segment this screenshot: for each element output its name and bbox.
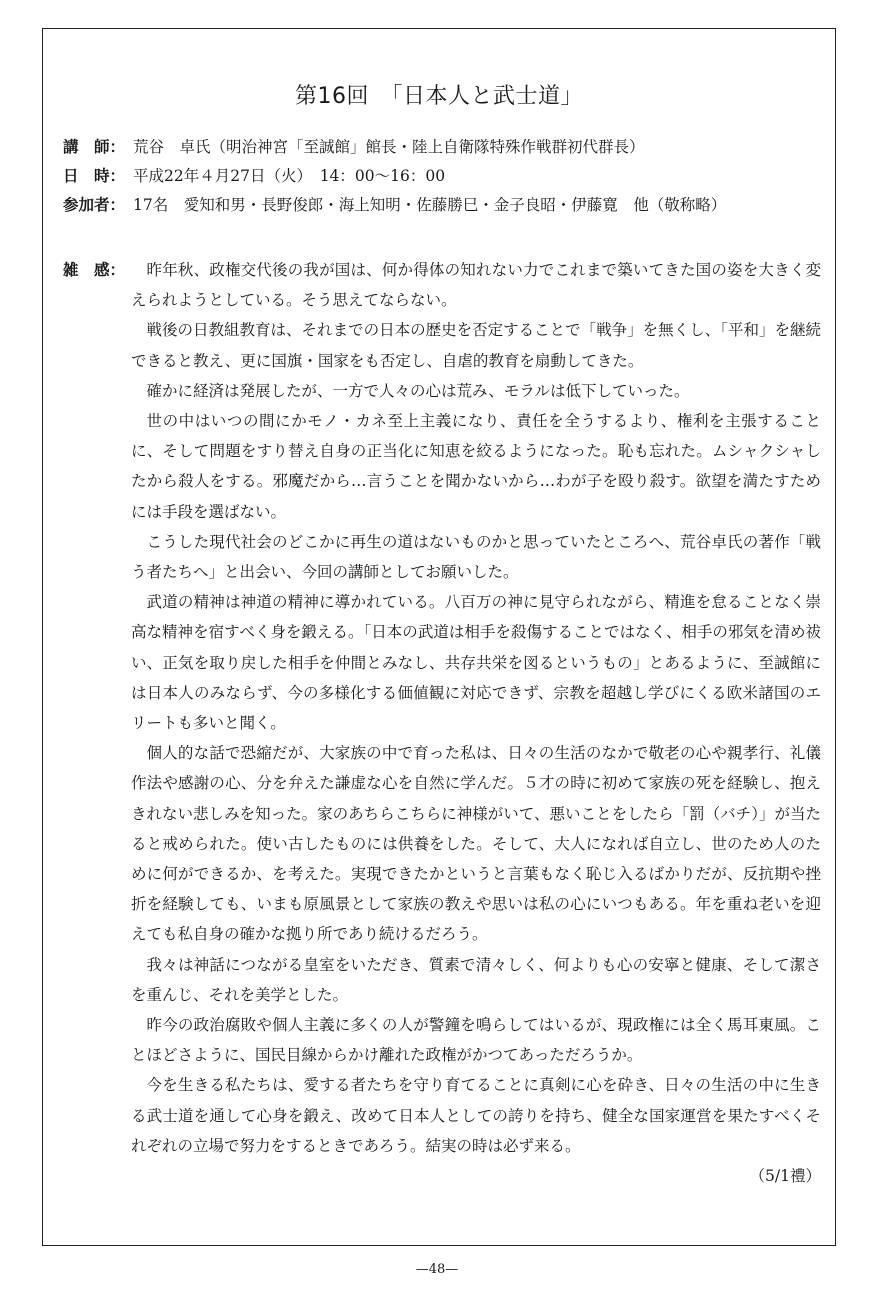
paragraph: 我々は神話につながる皇室をいただき、質素で清々しく、何よりも心の安寧と健康、そして潔さを重んじ、それを美学とした。 <box>131 955 821 1004</box>
lecturer-row <box>63 133 823 162</box>
paragraph: 昨年秋、政権交代後の我が国は、何か得体の知れない力でこれまで築いてきた国の姿を大きく変えられようとしている。そう思えてならない。 <box>131 261 821 310</box>
impressions-label: 雑 感： <box>63 261 126 279</box>
datetime-value: 平成22年４月27日（火） 14：00〜16：00 <box>133 167 446 185</box>
participants-value: 17名 愛知和男・長野俊郎・海上知明・佐藤勝巳・金子良昭・伊藤寛 他（敬称略） <box>133 196 727 214</box>
datetime-row <box>63 162 823 191</box>
paragraph: 今を生きる私たちは、愛する者たちを守り育てることに真剣に心を砕き、日々の生活の中に生きる武士道を通して心身を鍛え、改めて日本人としての誇りを持ち、健全な国家運営を果たすべくそれぞれの立場で努力をするときであろう。結実の時は必ず来る。 <box>131 1076 821 1155</box>
document-frame <box>42 28 836 1246</box>
paragraph: 昨今の政治腐敗や個人主義に多くの人が警鐘を鳴らしてはいるが、現政権には全く馬耳東風。ことほどさように、国民目線からかけ離れた政権がかつてあっただろうか。 <box>131 1016 821 1065</box>
signature: （5/1禮） <box>749 1167 821 1186</box>
page-number: —48— <box>415 1262 459 1277</box>
paragraph: 個人的な話で恐縮だが、大家族の中で育った私は、日々の生活のなかで敬老の心や親孝行、礼儀作法や感謝の心、分を弁えた謙虚な心を自然に学んだ。５才の時に初めて家族の死を経験し、抱えきれない悲しみを知った。家のあちらこちらに神様がいて、悪いことをしたら「罰（バチ）」が当たると戒められた。使い古したものには供養をした。そして、大人になれば自立し、世のため人のために何ができるか、を考えた。実現できたかというと言葉もなく恥じ入るばかりだが、反抗期や挫折を経験しても、いまも原風景として家族の教えや思いは私の心にいつもある。年を重ね老いを迎えても私自身の確かな拠り所であり続けるだろう。 <box>131 744 821 944</box>
page-title: 第16回 「日本人と武士道」 <box>295 84 583 109</box>
participants-label: 参加者： <box>63 196 126 214</box>
impressions-text <box>131 255 821 1191</box>
datetime-label: 日 時： <box>63 167 126 185</box>
lecturer-label: 講 師： <box>63 138 126 156</box>
paragraph: 世の中はいつの間にかモノ・カネ至上主義になり、責任を全うするより、権利を主張することに、そして問題をすり替え自身の正当化に知恵を絞るようになった。恥も忘れた。ムシャクシャしたから殺人をする。邪魔だから…言うことを聞かないから…わが子を殴り殺す。欲望を満たすためには手段を選ばない。 <box>131 412 821 521</box>
paragraph: こうした現代社会のどこかに再生の道はないものかと思っていたところへ、荒谷卓氏の著作「戦う者たちへ」と出会い、今回の講師としてお願いした。 <box>131 532 821 582</box>
paragraph: 戦後の日教組教育は、それまでの日本の歴史を否定することで「戦争」を無くし、「平和」を継続できると教え、更に国旗・国家をも否定し、自虐的教育を扇動してきた。 <box>131 321 821 370</box>
paragraph: 武道の精神は神道の精神に導かれている。八百万の神に見守られながら、精進を怠ることなく崇高な精神を宿すべく身を鍛える。「日本の武道は相手を殺傷することではなく、相手の邪気を清め祓い、正気を取り戻した相手を仲間とみなし、共存共栄を図るというもの」とあるように、至誠館には日本人のみならず、今の多様化する価値観に対応できず、宗教を超越し学びにくる欧米諸国のエリートも多いと聞く。 <box>131 593 821 733</box>
participants-row <box>63 191 823 220</box>
session-info <box>63 133 823 220</box>
lecturer-value: 荒谷 卓氏（明治神宮「至誠館」館長・陸上自衛隊特殊作戦群初代群長） <box>133 138 645 156</box>
paragraph: 確かに経済は発展したが、一方で人々の心は荒み、モラルは低下していった。 <box>146 381 690 400</box>
